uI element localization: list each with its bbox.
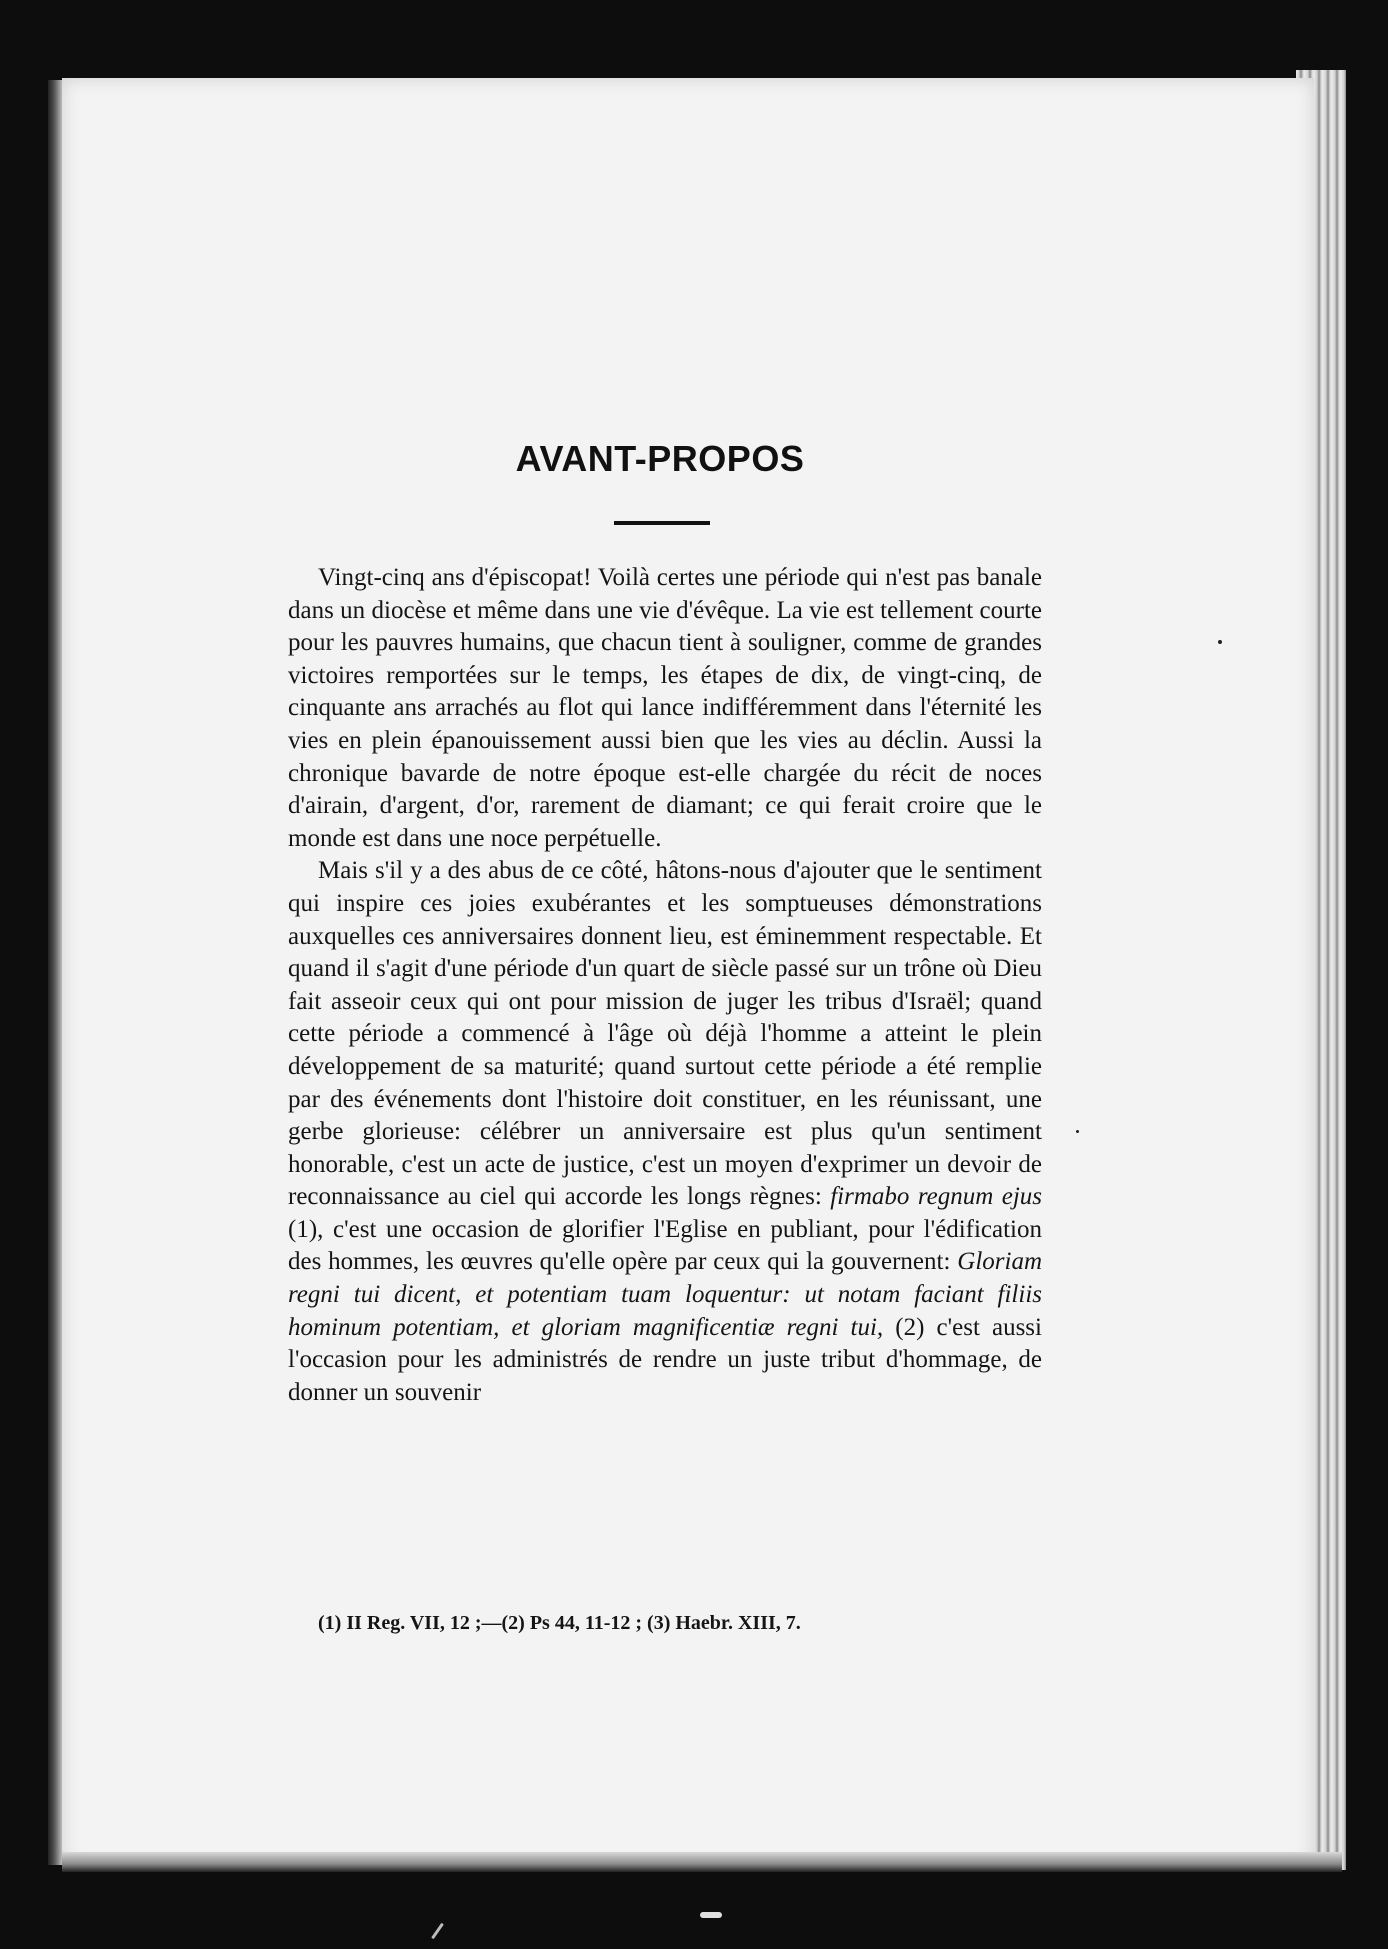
- scan-speck: [1218, 640, 1222, 644]
- paragraph-text: (1), c'est une occasion de glorifier l'Eglise en publiant, pour l'édification des hommes, les œuvres qu'elle opère par ceux qui la gouvernent:: [288, 1215, 1042, 1276]
- latin-quote: Gloriam regni tui dicent, et potentiam tuam loquentur: ut notam faciant filiis hominum potentiam, et gloriam magnificentiæ regni tui,: [288, 1248, 1042, 1341]
- paragraph-text: Vingt-cinq ans d'épiscopat! Voilà certes une période qui n'est pas banale dans un diocèse et même dans une vie d'évêque. La vie est tellement courte pour les pauvres humains, que chacun tient à souligner, comme de grandes victoires remportées sur le temps, les étapes de dix, de vingt-cinq, de cinquante ans arrachés au flot qui lance indifféremment dans l'éternité les vies en plein épanouissement aussi bien que les vies au déclin. Aussi la chronique bavarde de notre époque est-elle chargée du récit de noces d'airain, d'argent, d'or, rarement de diamant; ce qui ferait croire que le monde est dans une noce perpétuelle.: [288, 564, 1042, 852]
- title-rule: [614, 521, 710, 525]
- paragraph: [288, 855, 1042, 1409]
- body-text: [288, 562, 1042, 1409]
- footnote: (1) II Reg. VII, 12 ;—(2) Ps 44, 11-12 ; (3) Haebr. XIII, 7.: [318, 1612, 801, 1634]
- paragraph-text: Mais s'il y a des abus de ce côté, hâtons-nous d'ajouter que le sentiment qui inspire ces joies exubérantes et les somptueuses démonstrations auxquelles ces anniversaires donnent lieu, est éminemment respectable. Et quand il s'agit d'une période d'un quart de siècle passé sur un trône où Dieu fait asseoir ceux qui ont pour mission de juger les tribus d'Israël; quand cette période a commencé à l'âge où déjà l'homme a atteint le plein développement de sa maturité; quand surtout cette période a été remplie par des événements dont l'histoire doit constituer, en les réunissant, une gerbe glorieuse: célébrer un anniversaire est plus qu'un sentiment honorable, c'est un acte de justice, c'est un moyen d'exprimer un devoir de reconnaissance au ciel qui accorde les longs règnes:: [288, 857, 1042, 1211]
- latin-quote: firmabo regnum ejus: [830, 1183, 1042, 1211]
- scan-speck: [431, 1923, 444, 1939]
- paragraph: [288, 562, 1042, 855]
- page-title: AVANT-PROPOS: [515, 438, 805, 479]
- scan-speck: [700, 1912, 722, 1918]
- page-bottom-edge: [62, 1852, 1342, 1872]
- page-left-edge: [48, 80, 62, 1865]
- scan-speck: [1076, 1130, 1079, 1133]
- paragraph-text: (2) c'est aussi l'occasion pour les administrés de rendre un juste tribut d'hommage, de donner un souvenir: [288, 1313, 1042, 1406]
